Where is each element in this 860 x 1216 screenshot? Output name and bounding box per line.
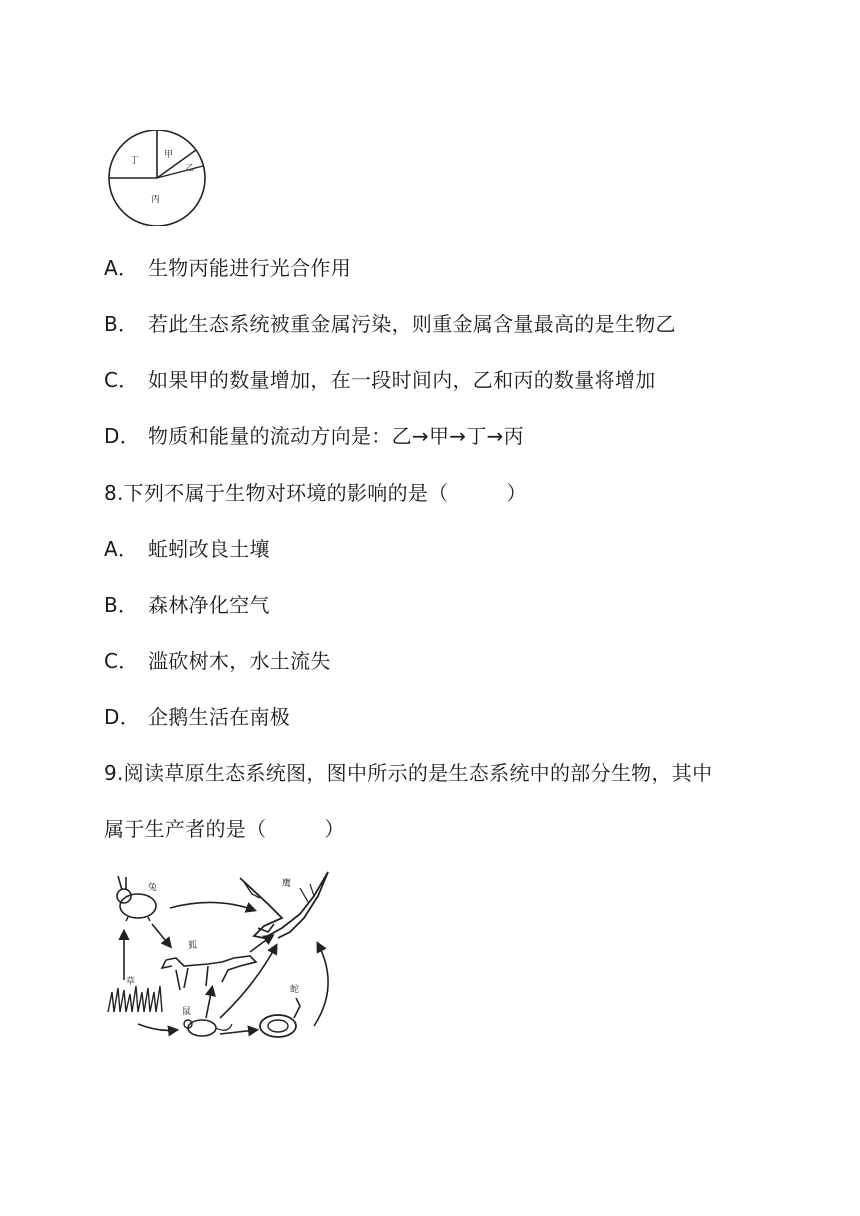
label-rabbit: 兔 <box>148 883 158 893</box>
q8-stem <box>104 479 527 507</box>
arrow-snake-to-hawk <box>314 944 328 1026</box>
snake-icon <box>260 998 300 1037</box>
option-letter: B． <box>104 312 139 336</box>
food-web-figure <box>104 866 344 1048</box>
option-letter: D． <box>104 424 141 448</box>
fox-icon <box>162 956 256 990</box>
q8-option-a <box>104 535 270 563</box>
pie-label-yi: 乙 <box>186 163 194 172</box>
option-letter: B． <box>104 593 139 617</box>
question-text: 8.下列不属于生物对环境的影响的是（ <box>104 481 449 505</box>
arrow-rabbit-to-fox <box>152 924 170 946</box>
option-text: 企鹅生活在南极 <box>148 705 291 729</box>
closing-paren: ） <box>324 817 345 841</box>
q8-option-c <box>104 647 331 675</box>
label-hawk: 鹰 <box>282 879 292 889</box>
label-grass: 草 <box>126 977 136 987</box>
option-letter: A． <box>104 537 139 561</box>
option-text: 蚯蚓改良土壤 <box>148 537 270 561</box>
arrow-fox-to-hawk <box>250 936 272 952</box>
option-text: 物质和能量的流动方向是：乙→甲→丁→丙 <box>148 424 524 448</box>
question-text: 9.阅读草原生态系统图，图中所示的是生态系统中的部分生物，其中 <box>104 761 713 785</box>
option-letter: C． <box>104 649 139 673</box>
arrow-grass-to-mouse <box>138 1024 176 1030</box>
q9-stem-line1 <box>104 759 712 787</box>
q7-option-d <box>104 422 524 450</box>
pie-label-bing: 丙 <box>151 195 161 205</box>
option-text: 如果甲的数量增加，在一段时间内，乙和丙的数量将增加 <box>148 368 656 392</box>
label-mouse: 鼠 <box>182 1007 192 1017</box>
q7-option-b <box>104 310 676 338</box>
pie-label-jia: 甲 <box>164 150 174 160</box>
label-snake: 蛇 <box>290 985 300 995</box>
option-text: 若此生态系统被重金属污染，则重金属含量最高的是生物乙 <box>148 312 676 336</box>
label-fox: 狐 <box>188 941 198 951</box>
q8-option-d <box>104 703 290 731</box>
q7-option-a <box>104 254 351 282</box>
question-text: 属于生产者的是（ <box>104 817 267 841</box>
option-letter: C． <box>104 368 139 392</box>
grass-icon <box>108 986 162 1012</box>
option-text: 森林净化空气 <box>148 593 270 617</box>
q9-stem-line2 <box>104 815 345 843</box>
pie-label-ding: 丁 <box>130 156 140 166</box>
option-letter: A． <box>104 256 139 280</box>
pie-figure <box>104 130 214 226</box>
option-letter: D． <box>104 705 141 729</box>
q8-option-b <box>104 591 270 619</box>
arrow-mouse-to-fox <box>206 988 212 1018</box>
closing-paren: ） <box>506 481 527 505</box>
option-text: 生物丙能进行光合作用 <box>148 256 351 280</box>
option-text: 滥砍树木，水土流失 <box>148 649 331 673</box>
arrow-rabbit-to-hawk <box>170 902 254 910</box>
q7-option-c <box>104 366 656 394</box>
